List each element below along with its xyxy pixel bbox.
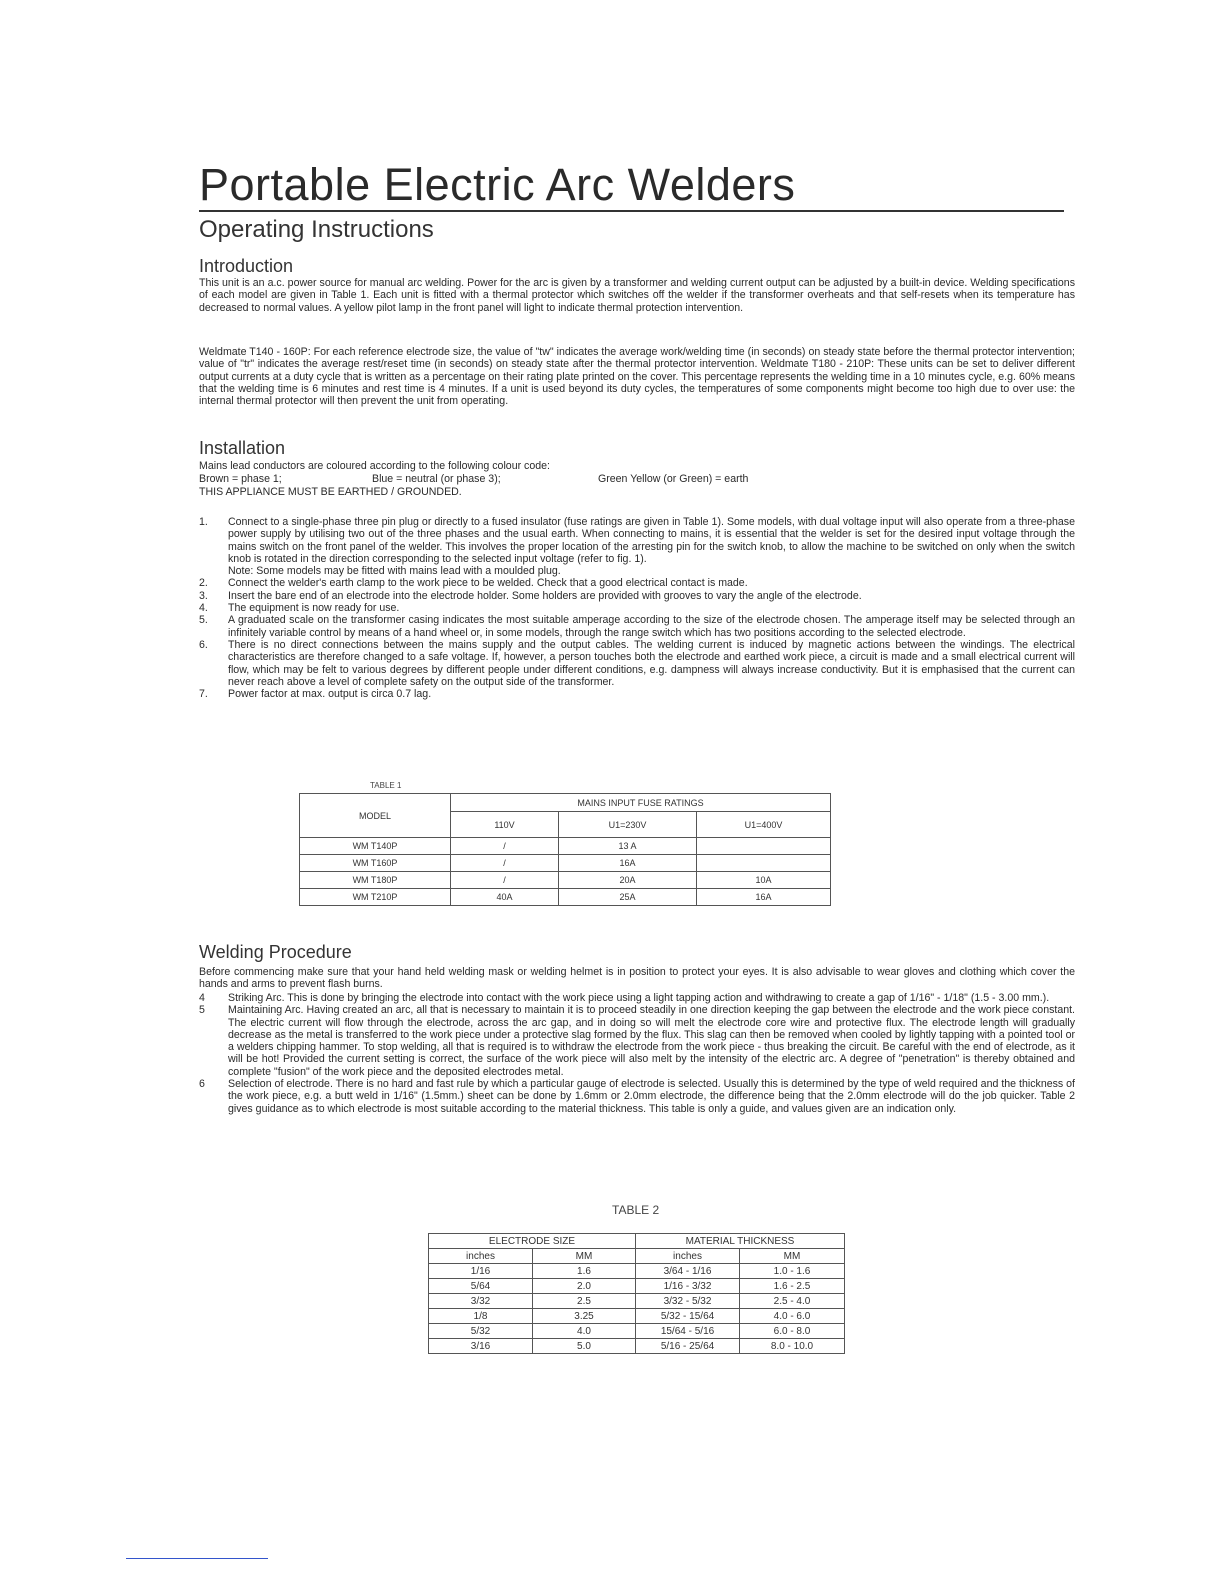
step-number: 6. xyxy=(199,638,208,651)
group-header: ELECTRODE SIZE xyxy=(429,1234,636,1249)
table-cell: 2.0 xyxy=(533,1279,636,1294)
step-number: 6 xyxy=(199,1078,205,1091)
table-cell: 5.0 xyxy=(533,1339,636,1354)
colour-code-intro: Mains lead conductors are coloured according to the following colour code: xyxy=(199,460,550,472)
table-cell: WM T160P xyxy=(300,855,451,872)
table-cell: 3.25 xyxy=(533,1309,636,1324)
welding-step xyxy=(199,1078,1075,1115)
table-cell: 2.5 - 4.0 xyxy=(740,1294,845,1309)
installation-step xyxy=(199,602,1075,614)
table-cell: / xyxy=(451,855,559,872)
table-cell: / xyxy=(451,838,559,855)
footer-rule xyxy=(126,1558,268,1559)
step-text: A graduated scale on the transformer casing indicates the most suitable amperage according to the size of the electrode chosen. The amperage itself may be selected through an infinitely variable control by means of a hand wheel or, in some models, through the range switch which has two positions according to the selected electrode. xyxy=(228,614,1075,639)
welding-steps xyxy=(199,992,1075,1115)
colour-green: Green Yellow (or Green) = earth xyxy=(598,473,749,485)
step-number: 4 xyxy=(199,992,205,1004)
table-cell: 20A xyxy=(559,872,697,889)
table-cell: 3/64 - 1/16 xyxy=(636,1264,740,1279)
installation-steps xyxy=(199,516,1075,700)
table-cell: 25A xyxy=(559,889,697,906)
column-header: 110V xyxy=(451,812,559,838)
step-text: Insert the bare end of an electrode into the electrode holder. Some holders are provided with grooves to vary the angle of the electrode. xyxy=(228,589,862,602)
page-subtitle: Operating Instructions xyxy=(199,216,434,243)
table-cell: 8.0 - 10.0 xyxy=(740,1339,845,1354)
step-text: Striking Arc. This is done by bringing the electrode into contact with the work piece using a light tapping action and withdrawing to create a gap of 1/16" - 1/18" (1.5 - 3.00 mm.). xyxy=(228,992,1050,1004)
step-note: Note: Some models may be fitted with mains lead with a moulded plug. xyxy=(228,565,561,578)
step-number: 4. xyxy=(199,602,208,615)
group-header: MATERIAL THICKNESS xyxy=(636,1234,845,1249)
table-cell: 13 A xyxy=(559,838,697,855)
step-number: 5 xyxy=(199,1004,205,1017)
table-cell: 16A xyxy=(697,889,831,906)
introduction-paragraph-2: Weldmate T140 - 160P: For each reference electrode size, the value of "tw" indicates the average work/welding time (in seconds) on steady state before the thermal protector intervention; value of "tr" indicates the average rest/reset time (in seconds) on steady state after the thermal protector intervention. Weldmate T180 - 210P: These units can be set to deliver different output currents at a duty cycle that is written as a percentage on their rating plate printed on the cover. This percentage represents the welding time in a 10 minutes cycle, e.g. 60% means that the welding time is 6 minutes and rest time is 4 minutes. If a unit is used beyond its duty cycles, the temperatures of some components might become too high due to over use: the internal thermal protector will then prevent the unit from operating. xyxy=(199,346,1075,408)
table-cell: 5/64 xyxy=(429,1279,533,1294)
step-text: There is no direct connections between the mains supply and the output cables. The welding current is induced by magnetic actions between the windings. The electrical characteristics are therefore changed to a safe voltage. If, however, a person touches both the electrode and earthed work piece, a circuit is made and a small electrical current will flow, which may be felt to various degrees by different people under different conditions, e.g. dampness will always increase conductivity. But it is emphasised that the current can never reach above a level of complete safety on the output side of the transformer. xyxy=(228,638,1075,688)
table1-caption: TABLE 1 xyxy=(370,781,402,790)
step-text: The equipment is now ready for use. xyxy=(228,602,400,615)
installation-step xyxy=(199,577,1075,589)
table-cell: 5/32 - 15/64 xyxy=(636,1309,740,1324)
welding-heading: Welding Procedure xyxy=(199,942,352,962)
fuse-ratings-table xyxy=(299,793,831,906)
table-cell: / xyxy=(451,872,559,889)
table-cell: 15/64 - 5/16 xyxy=(636,1324,740,1339)
table-cell: 5/16 - 25/64 xyxy=(636,1339,740,1354)
table-row xyxy=(300,872,831,889)
column-header: U1=400V xyxy=(697,812,831,838)
table-row xyxy=(429,1309,845,1324)
table-cell: 40A xyxy=(451,889,559,906)
table-cell: 2.5 xyxy=(533,1294,636,1309)
installation-heading: Installation xyxy=(199,438,286,458)
colour-brown: Brown = phase 1; xyxy=(199,473,282,485)
table-row xyxy=(429,1324,845,1339)
table-cell: 4.0 - 6.0 xyxy=(740,1309,845,1324)
colour-blue: Blue = neutral (or phase 3); xyxy=(372,473,501,485)
step-number: 3. xyxy=(199,589,208,602)
installation-step xyxy=(199,516,1075,577)
page-title: Portable Electric Arc Welders xyxy=(199,160,1064,212)
table-cell: 10A xyxy=(697,872,831,889)
model-header: MODEL xyxy=(300,794,451,838)
table-cell: 1/8 xyxy=(429,1309,533,1324)
step-text: Connect the welder's earth clamp to the work piece to be welded. Check that a good electrical contact is made. xyxy=(228,577,748,590)
table-cell: 1.0 - 1.6 xyxy=(740,1264,845,1279)
table-cell: WM T210P xyxy=(300,889,451,906)
step-text: Selection of electrode. There is no hard and fast rule by which a particular gauge of electrode is selected. Usually this is determined by the type of weld required and the thickness of the work piece, e.g. a butt weld in 1/16" (1.5mm.) sheet can be done by 1.6mm or 2.0mm electrode, the difference being that the 2.0mm electrode will do the job quicker. Table 2 gives guidance as to which electrode is most suitable according to the material thickness. This table is only a guide, and values given are an indication only. xyxy=(228,1078,1075,1115)
installation-step xyxy=(199,639,1075,688)
step-text: Connect to a single-phase three pin plug or directly to a fused insulator (fuse ratings are given in Table 1). Some models, with dual voltage input will also operate from a three-phase power supply by utilising two out of the three phases and the usual earth. When connecting to mains, it is essential that the welder is set for the desired input voltage through the mains switch on the front panel of the welder. This involves the proper location of the arresting pin for the switch knob, to allow the machine to be switched on only when the switch knob is rotated in the direction corresponding to the selected input voltage (refer to fig. 1). xyxy=(228,516,1075,565)
welding-intro: Before commencing make sure that your hand held welding mask or welding helmet is in position to protect your eyes. It is also advisable to wear gloves and clothing which cover the hands and arms to prevent flash burns. xyxy=(199,966,1075,991)
table-row xyxy=(300,855,831,872)
introduction-heading: Introduction xyxy=(199,256,294,276)
table-row xyxy=(429,1279,845,1294)
table2-caption: TABLE 2 xyxy=(612,1203,660,1217)
table-cell xyxy=(697,855,831,872)
table-row xyxy=(429,1294,845,1309)
table-cell: 3/32 - 5/32 xyxy=(636,1294,740,1309)
installation-step xyxy=(199,614,1075,639)
table-cell xyxy=(697,838,831,855)
table-cell: 1.6 xyxy=(533,1264,636,1279)
table-row xyxy=(300,889,831,906)
table-row xyxy=(300,838,831,855)
introduction-paragraph-1: This unit is an a.c. power source for manual arc welding. Power for the arc is given by a transformer and welding current output can be adjusted by a built-in device. Welding specifications of each model are given in Table 1. Each unit is fitted with a thermal protector which switches off the welder if the transformer overheats and that self-resets when its temperature has decreased to normal values. A yellow pilot lamp in the front panel will light to indicate thermal protection intervention. xyxy=(199,277,1075,314)
table-cell: 1.6 - 2.5 xyxy=(740,1279,845,1294)
installation-step xyxy=(199,590,1075,602)
table-cell: 1/16 - 3/32 xyxy=(636,1279,740,1294)
table-cell: 1/16 xyxy=(429,1264,533,1279)
sub-header: MM xyxy=(533,1249,636,1264)
table-cell: 6.0 - 8.0 xyxy=(740,1324,845,1339)
welding-step xyxy=(199,1004,1075,1078)
table-cell: WM T140P xyxy=(300,838,451,855)
table-row xyxy=(429,1339,845,1354)
electrode-table xyxy=(428,1233,845,1354)
table-cell: 4.0 xyxy=(533,1324,636,1339)
step-text: Maintaining Arc. Having created an arc, all that is necessary to maintain it is to proceed steadily in one direction keeping the gap between the electrode and the work piece constant. The electric current will flow through the electrode, across the arc gap, and in doing so will melt the electrode core wire and protective flux. The electrode length will gradually decrease as the metal is transferred to the work piece under a protective slag formed by the flux. This slag can then be removed when cooled by lightly tapping with a pointed tool or a welders chipping hammer. To stop welding, all that is required is to withdraw the electrode from the work piece - thus breaking the circuit. Be careful with the end of electrode, as it will be hot! Provided the current setting is correct, the surface of the work piece will also melt by the intensity of the electric arc. A degree of "penetration" is thereby obtained and complete "fusion" of the work piece and the deposited electrodes metal. xyxy=(228,1004,1075,1078)
step-number: 7. xyxy=(199,688,208,701)
table-cell: 5/32 xyxy=(429,1324,533,1339)
installation-step xyxy=(199,688,1075,700)
table-cell: 3/32 xyxy=(429,1294,533,1309)
step-number: 5. xyxy=(199,614,208,627)
fuse-group-header: MAINS INPUT FUSE RATINGS xyxy=(451,794,831,812)
welding-step xyxy=(199,992,1075,1004)
table-cell: 3/16 xyxy=(429,1339,533,1354)
table-row xyxy=(429,1264,845,1279)
table-cell: WM T180P xyxy=(300,872,451,889)
table-cell: 16A xyxy=(559,855,697,872)
sub-header: inches xyxy=(636,1249,740,1264)
step-number: 2. xyxy=(199,577,208,590)
column-header: U1=230V xyxy=(559,812,697,838)
step-text: Power factor at max. output is circa 0.7 lag. xyxy=(228,688,432,701)
sub-header: inches xyxy=(429,1249,533,1264)
step-number: 1. xyxy=(199,516,208,528)
sub-header: MM xyxy=(740,1249,845,1264)
earth-notice: THIS APPLIANCE MUST BE EARTHED / GROUNDED. xyxy=(199,486,462,498)
